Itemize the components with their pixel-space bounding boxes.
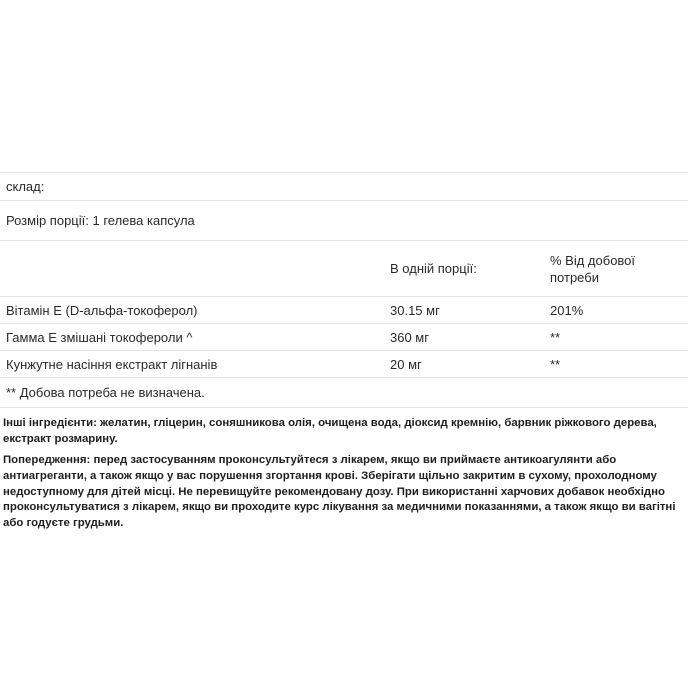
footnote: ** Добова потреба не визначена.	[6, 385, 205, 400]
other-ingredients: Інші інгредієнти: желатин, гліцерин, соняшникова олія, очищена вода, діоксид кремнію, барвник ріжкового дерева, екстракт розмарину.	[3, 417, 657, 445]
nutrient-daily-value: **	[550, 329, 561, 345]
table-row	[0, 351, 688, 378]
nutrient-amount: 30.15 мг	[390, 302, 440, 318]
table-row	[0, 297, 688, 324]
nutrient-daily-value: **	[550, 356, 561, 372]
footnote-row	[0, 378, 688, 408]
table-header-row	[0, 241, 688, 297]
header-per-serving: В одній порції:	[390, 261, 477, 276]
nutrient-daily-value: 201%	[550, 302, 584, 318]
serving-size: Розмір порції: 1 гелева капсула	[6, 213, 195, 228]
nutrient-name: Кунжутне насіння екстракт лігнанів	[6, 356, 218, 372]
nutrient-name: Вітамін Е (D-альфа-токоферол)	[6, 302, 198, 318]
nutrient-name: Гамма Е змішані токофероли ^	[6, 329, 193, 345]
table-row	[0, 324, 688, 351]
serving-size-row	[0, 201, 688, 241]
supplement-facts-table	[0, 172, 688, 408]
facts-title: склад:	[6, 179, 45, 194]
warning-text: Попередження: перед застосуванням проконсультуйтеся з лікарем, якщо ви приймаєте антикоагулянти або антиагреганти, а також якщо у вас порушення згортання крові. Зберігати щільно закритим в сухому, прохолодному недоступному для дітей місці. Не перевищуйте рекомендовану дозу. При використанні харчових добавок необхідно проконсультуватися з лікарем, якщо ви проходите курс лікування за медичними показаннями, а також якщо ви вагітні або годуєте грудьми.	[3, 454, 676, 530]
nutrient-amount: 360 мг	[390, 329, 429, 345]
nutrient-amount: 20 мг	[390, 356, 422, 372]
facts-title-row	[0, 173, 688, 201]
header-daily-value: % Від добової потреби	[550, 252, 636, 285]
